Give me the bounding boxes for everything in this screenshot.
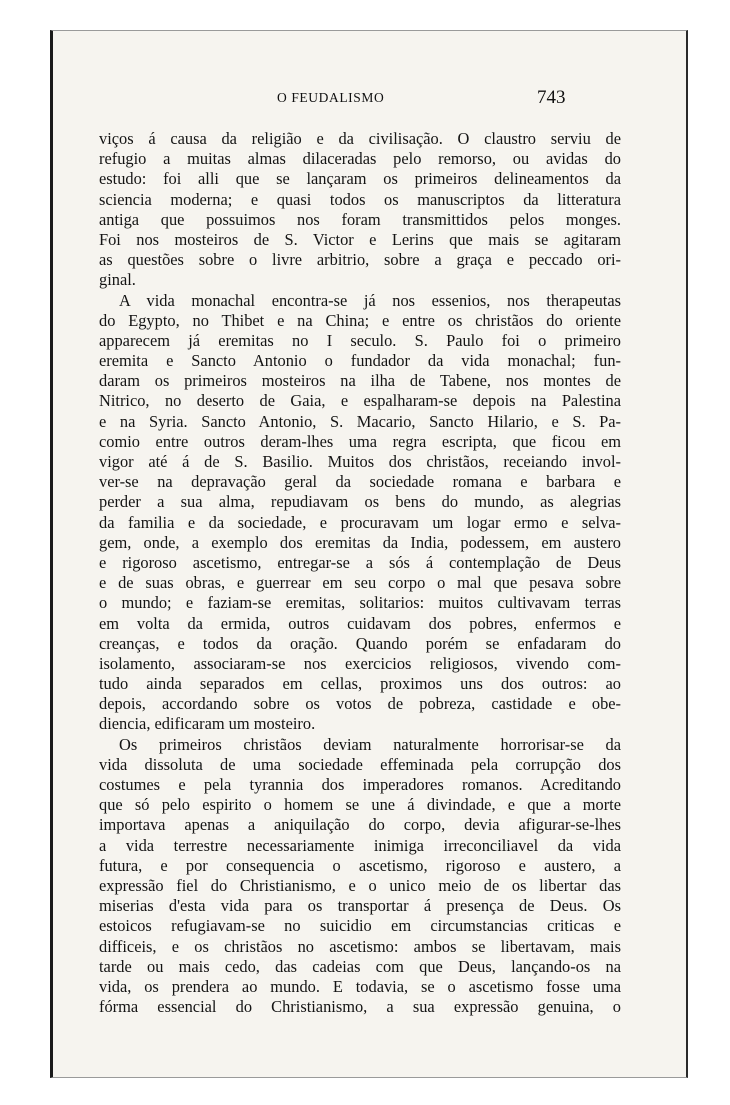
text-line: eremita e Sancto Antonio o fundador da vida monachal; fun- [99, 351, 621, 371]
text-line: gem, onde, a exemplo dos eremitas da India, podessem, em austero [99, 532, 621, 552]
text-line: isolamento, associaram-se nos exercicios religiosos, vivendo com- [99, 653, 621, 673]
text-line: futura, e por consequencia o ascetismo, rigoroso e austero, a [99, 855, 621, 875]
text-line: vida, os prendera ao mundo. E todavia, se o ascetismo fosse uma [99, 976, 621, 996]
text-line: sciencia moderna; e quasi todos os manuscriptos da litteratura [99, 189, 621, 209]
text-line: tudo ainda separados em cellas, proximos uns dos outros: ao [99, 674, 621, 694]
text-line: ginal. [99, 270, 136, 290]
text-line: vigor até á de S. Basilio. Muitos dos christãos, receiando invol- [99, 452, 621, 471]
page-number: 743 [537, 87, 566, 108]
text-line: diencia, edificaram um mosteiro. [99, 714, 316, 734]
text-line: Foi nos mosteiros de S. Victor e Lerins que mais se agitaram [99, 229, 621, 249]
text-line: fórma essencial do Christianismo, a sua expressão genuina, o [99, 997, 621, 1017]
text-line: estudo: foi alli que se lançaram os primeiros delineamentos da [99, 169, 621, 189]
text-line: em volta da ermida, outros cuidavam dos pobres, enfermos e [99, 613, 621, 633]
text-line: Nitrico, no deserto de Gaia, e espalharam-se depois na Palestina [99, 391, 621, 411]
text-line: depois, accordando sobre os votos de pobreza, castidade e obe- [99, 694, 621, 714]
text-line: o mundo; e faziam-se eremitas, solitarios: muitos cultivavam terras [99, 593, 621, 613]
text-line: costumes e pela tyrannia dos imperadores romanos. Acreditando [99, 775, 621, 794]
text-line: antiga que possuimos nos foram transmittidos pelos monges. [99, 209, 621, 229]
text-line: tarde ou mais cedo, das cadeias com que Deus, lançando-os na [99, 956, 621, 976]
text-line: Os primeiros christãos deviam naturalmente horrorisar-se da [119, 734, 621, 754]
text-line: vida dissoluta de uma sociedade effeminada pela corrupção dos [99, 754, 621, 774]
text-line: importava apenas a aniquilação do corpo, devia afigurar-se-lhes [99, 815, 621, 835]
text-line: apparecem já eremitas no I seculo. S. Paulo foi o primeiro [99, 330, 621, 350]
text-line: viços á causa da religião e da civilisação. O claustro serviu de [99, 129, 621, 148]
text-line: e de suas obras, e guerrear em seu corpo o mal que pesava sobre [99, 573, 621, 593]
text-line: as questões sobre o livre arbitrio, sobre a graça e peccado ori- [99, 250, 621, 270]
text-line: daram os primeiros mosteiros na ilha de Tabene, nos montes de [99, 371, 621, 391]
book-page [50, 30, 688, 1078]
text-line: miserias d'esta vida para os transportar á presença de Deus. Os [99, 896, 621, 916]
text-line: difficeis, e os christãos no ascetismo: ambos se libertavam, mais [99, 936, 621, 956]
text-line: expressão fiel do Christianismo, e o unico meio de os libertar das [99, 875, 621, 895]
text-line: A vida monachal encontra-se já nos essenios, nos therapeutas [119, 290, 621, 310]
text-line: e na Syria. Sancto Antonio, S. Macario, Sancto Hilario, e S. Pa- [99, 411, 621, 431]
text-line: creanças, e todos da oração. Quando porém se enfadaram do [99, 633, 621, 653]
text-line: da familia e da sociedade, e procuravam um logar ermo e selva- [99, 512, 621, 532]
text-line: do Egypto, no Thibet e na China; e entre os christãos do oriente [99, 310, 621, 330]
text-line: ver-se na depravação geral da sociedade romana e barbara e [99, 472, 621, 492]
text-line: refugio a muitas almas dilaceradas pelo remorso, ou avidas do [99, 149, 621, 169]
running-header [53, 87, 686, 111]
text-line: perder a sua alma, repudiavam os bens do mundo, as alegrias [99, 492, 621, 512]
text-line: que só pelo espirito o homem se une á divindade, e que a morte [99, 795, 621, 815]
text-line: estoicos refugiavam-se no suicidio em circumstancias criticas e [99, 916, 621, 936]
text-line: e rigoroso ascetismo, entregar-se a sós á contemplação de Deus [99, 552, 621, 572]
running-title: O FEUDALISMO [277, 90, 385, 105]
text-line: a vida terrestre necessariamente inimiga irreconciliavel da vida [99, 835, 621, 855]
body-text [99, 129, 621, 1017]
text-line: comio entre outros deram-lhes uma regra escripta, que ficou em [99, 431, 621, 451]
